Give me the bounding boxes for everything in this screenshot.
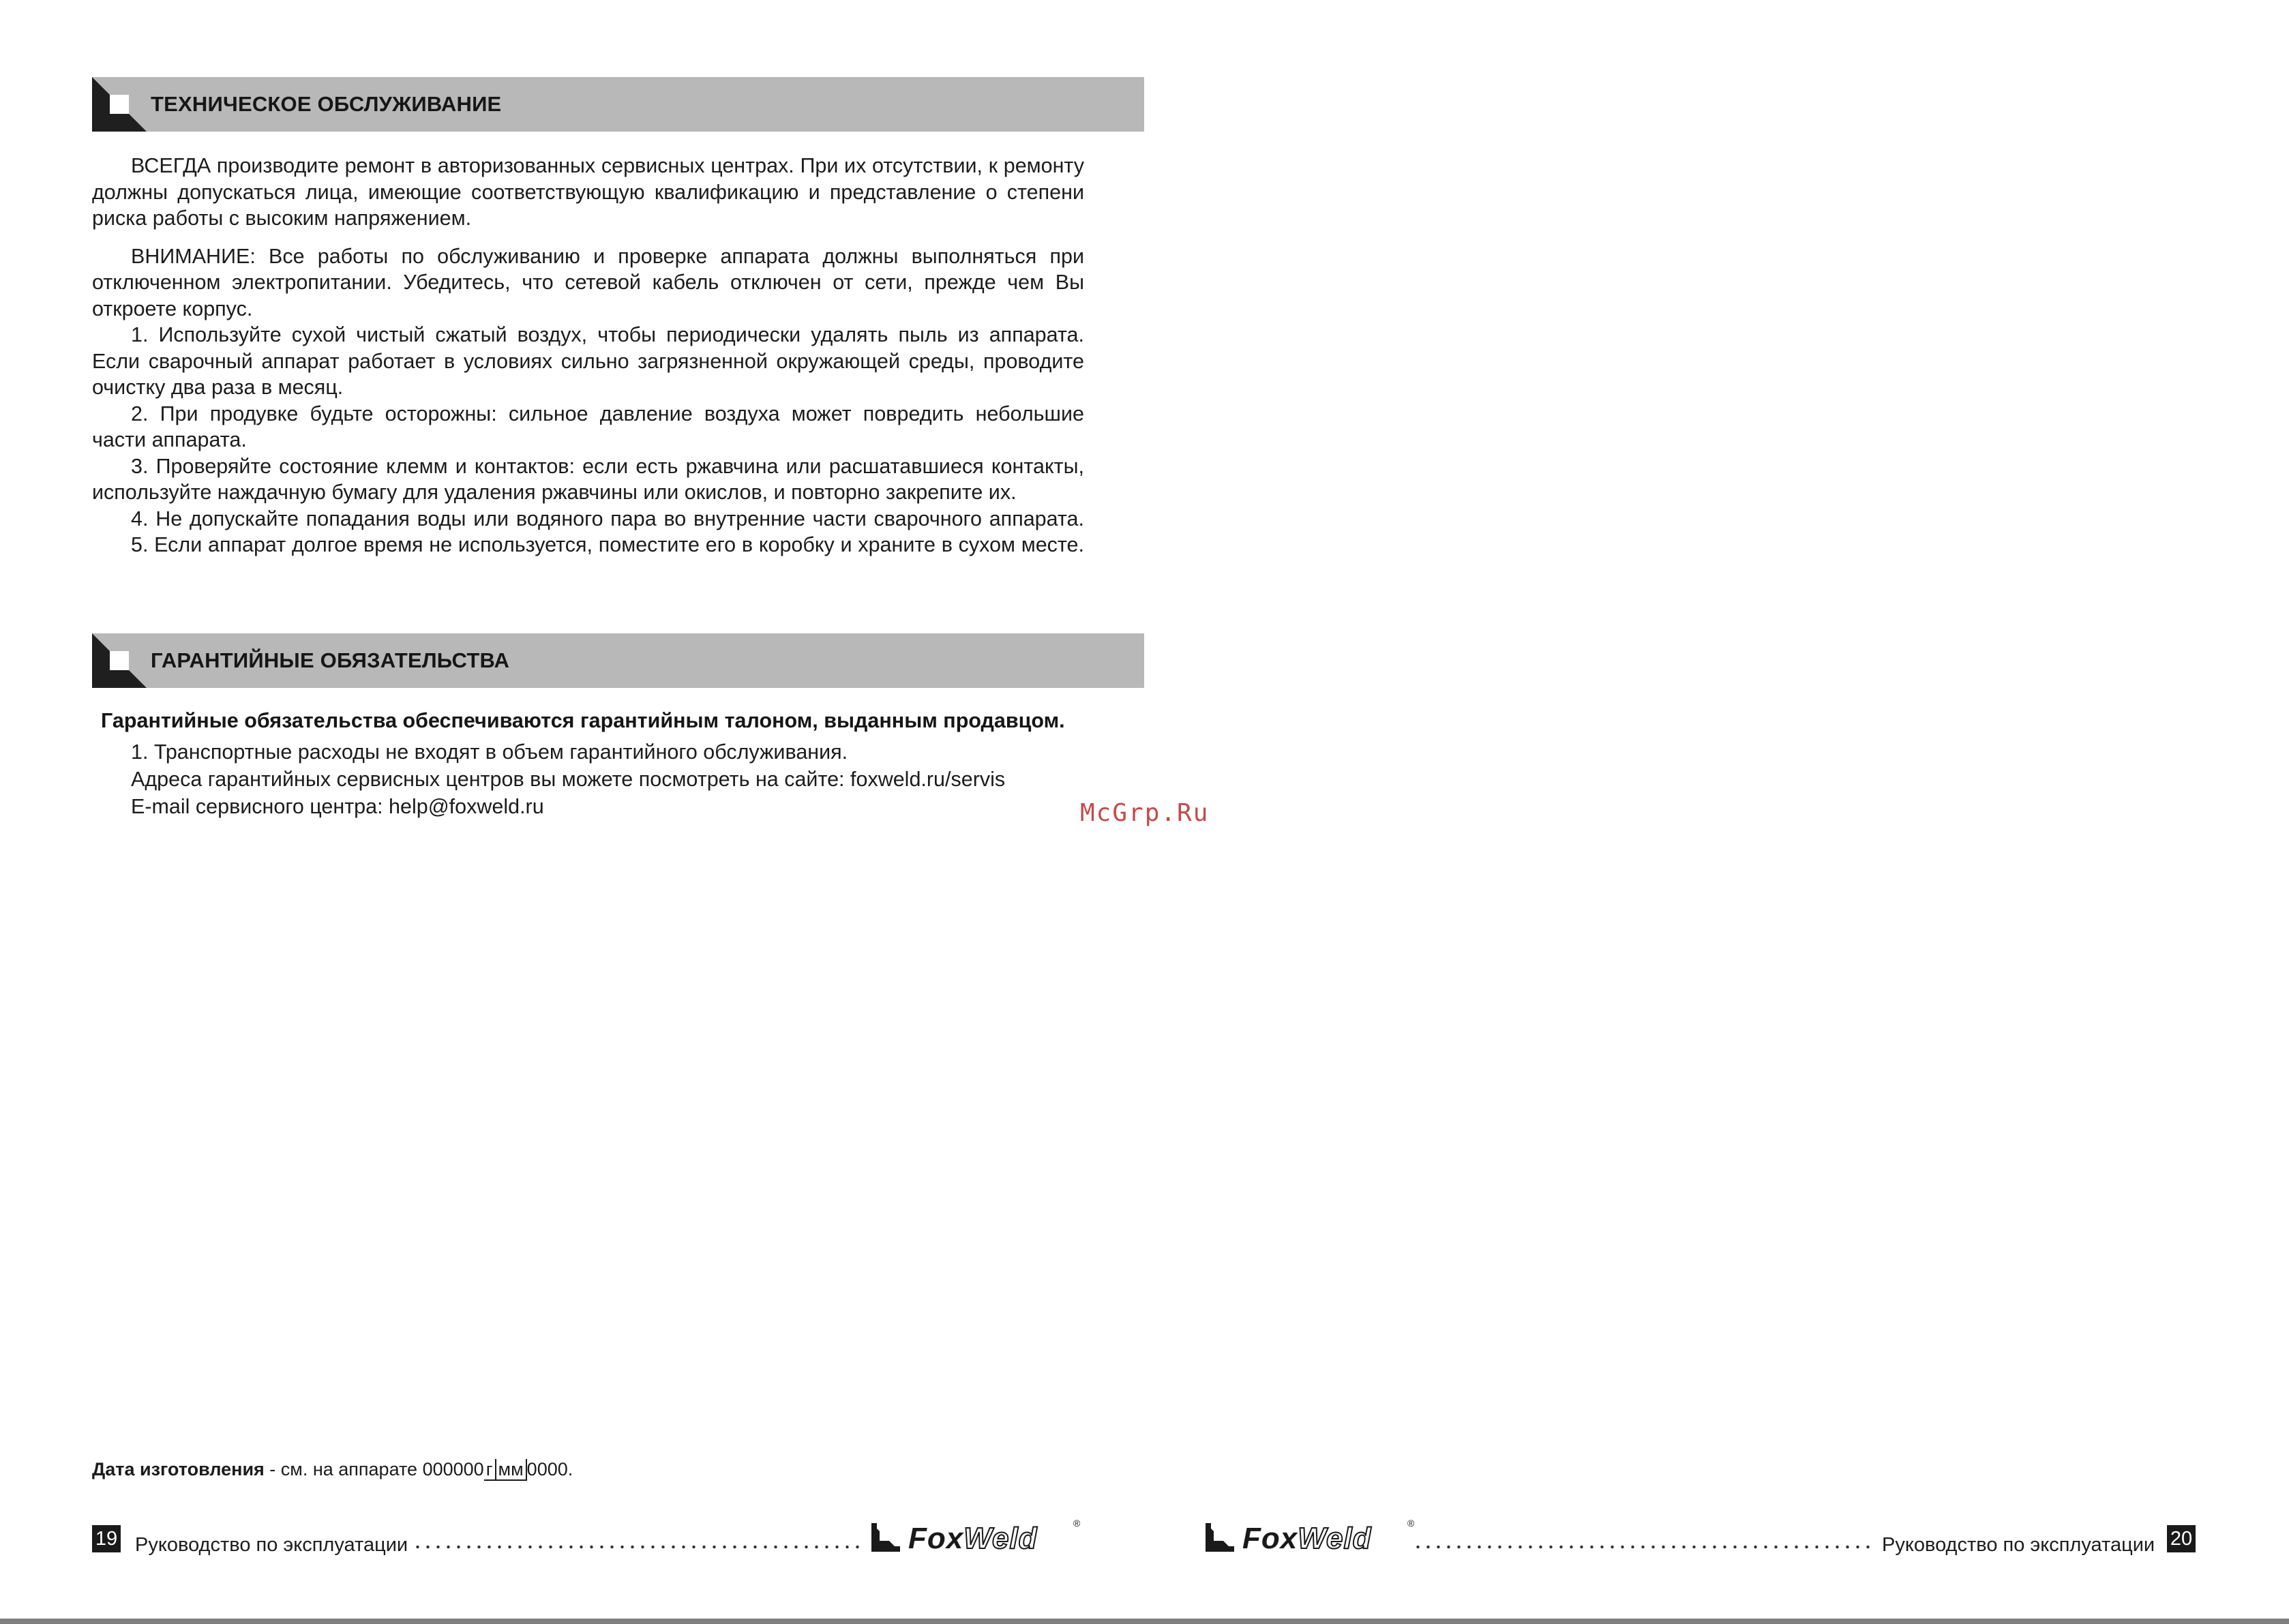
warranty-list: [131, 738, 1005, 820]
header-square-icon: [110, 651, 129, 670]
maintenance-step: 5. Если аппарат долгое время не используется, поместите его в коробку и храните в сухом месте.: [131, 533, 1084, 556]
maintenance-header: [92, 77, 1144, 132]
warranty-lead: Гарантийные обязательства обеспечиваются гарантийным талоном, выданным продавцом.: [101, 709, 1065, 732]
warranty-header: [92, 633, 1144, 688]
foxweld-logo-left: [871, 1520, 1090, 1554]
manufacture-date: [92, 1459, 573, 1480]
manufacture-date-text: - см. на аппарате 000000: [264, 1459, 484, 1479]
maintenance-paragraph: ВНИМАНИЕ: Все работы по обслуживанию и проверке аппарата должны выполняться при отключенном электропитании. Убедитесь, что сетевой кабель отключен от сети, прежде чем Вы откроете корпус.: [92, 244, 1084, 320]
manufacture-date-suffix: 0000.: [526, 1459, 573, 1479]
footer-title-right: Руководство по эксплуатации: [1882, 1534, 2155, 1556]
maintenance-step: 4. Не допускайте попадания воды или водяного пара во внутренние части сварочного аппарата.: [131, 507, 1084, 530]
maintenance-step: 2. При продувке будьте осторожны: сильное давление воздуха может повредить небольшие части аппарата.: [92, 402, 1084, 451]
maintenance-body: [92, 153, 1084, 558]
foxweld-wordmark: FoxWeld: [1242, 1522, 1372, 1555]
manufacture-date-label: Дата изготовления: [92, 1459, 265, 1479]
warranty-item: 1. Транспортные расходы не входят в объем гарантийного обслуживания.: [131, 740, 848, 764]
footer-dots-right: [1413, 1544, 1873, 1550]
maintenance-step: 1. Используйте сухой чистый сжатый воздух, чтобы периодически удалять пыль из аппарата. Если сварочный аппарат работает в условиях сильно загрязненной окружающей среды, проводите очистку два раза в месяц.: [92, 323, 1084, 399]
warranty-title: ГАРАНТИЙНЫЕ ОБЯЗАТЕЛЬСТВА: [151, 648, 510, 672]
registered-mark: ®: [1073, 1518, 1081, 1529]
page-number-left: 19: [92, 1525, 121, 1552]
warranty-item: Адреса гарантийных сервисных центров вы можете посмотреть на сайте: foxweld.ru/servis: [131, 768, 1006, 791]
foxweld-wordmark: FoxWeld: [908, 1522, 1038, 1555]
maintenance-title: ТЕХНИЧЕСКОЕ ОБСЛУЖИВАНИЕ: [151, 92, 502, 116]
foxweld-mark-icon: [871, 1523, 900, 1552]
page-number-right: 20: [2167, 1525, 2196, 1552]
footer-title-left: Руководство по эксплуатации: [135, 1534, 408, 1556]
foxweld-logo-right: [1206, 1520, 1424, 1554]
manufacture-date-month: мм: [495, 1459, 527, 1481]
manufacture-date-year: г: [484, 1459, 495, 1481]
bottom-rule: [0, 1619, 2289, 1624]
foxweld-mark-icon: [1206, 1523, 1234, 1552]
watermark: McGrp.Ru: [1080, 799, 1210, 827]
footer-dots-left: [413, 1544, 863, 1550]
registered-mark: ®: [1407, 1518, 1415, 1529]
warranty-item: E-mail сервисного центра: help@foxweld.ru: [131, 795, 544, 818]
maintenance-paragraph: ВСЕГДА производите ремонт в авторизованных сервисных центрах. При их отсутствии, к ремонту должны допускаться лица, имеющие соответствующую квалификацию и представление о степени риска работы с высоким напряжением.: [92, 154, 1084, 230]
header-square-icon: [110, 95, 129, 114]
maintenance-step: 3. Проверяйте состояние клемм и контактов: если есть ржавчина или расшатавшиеся контакты, используйте наждачную бумагу для удаления ржавчины или окислов, и повторно закрепите их.: [92, 454, 1084, 504]
